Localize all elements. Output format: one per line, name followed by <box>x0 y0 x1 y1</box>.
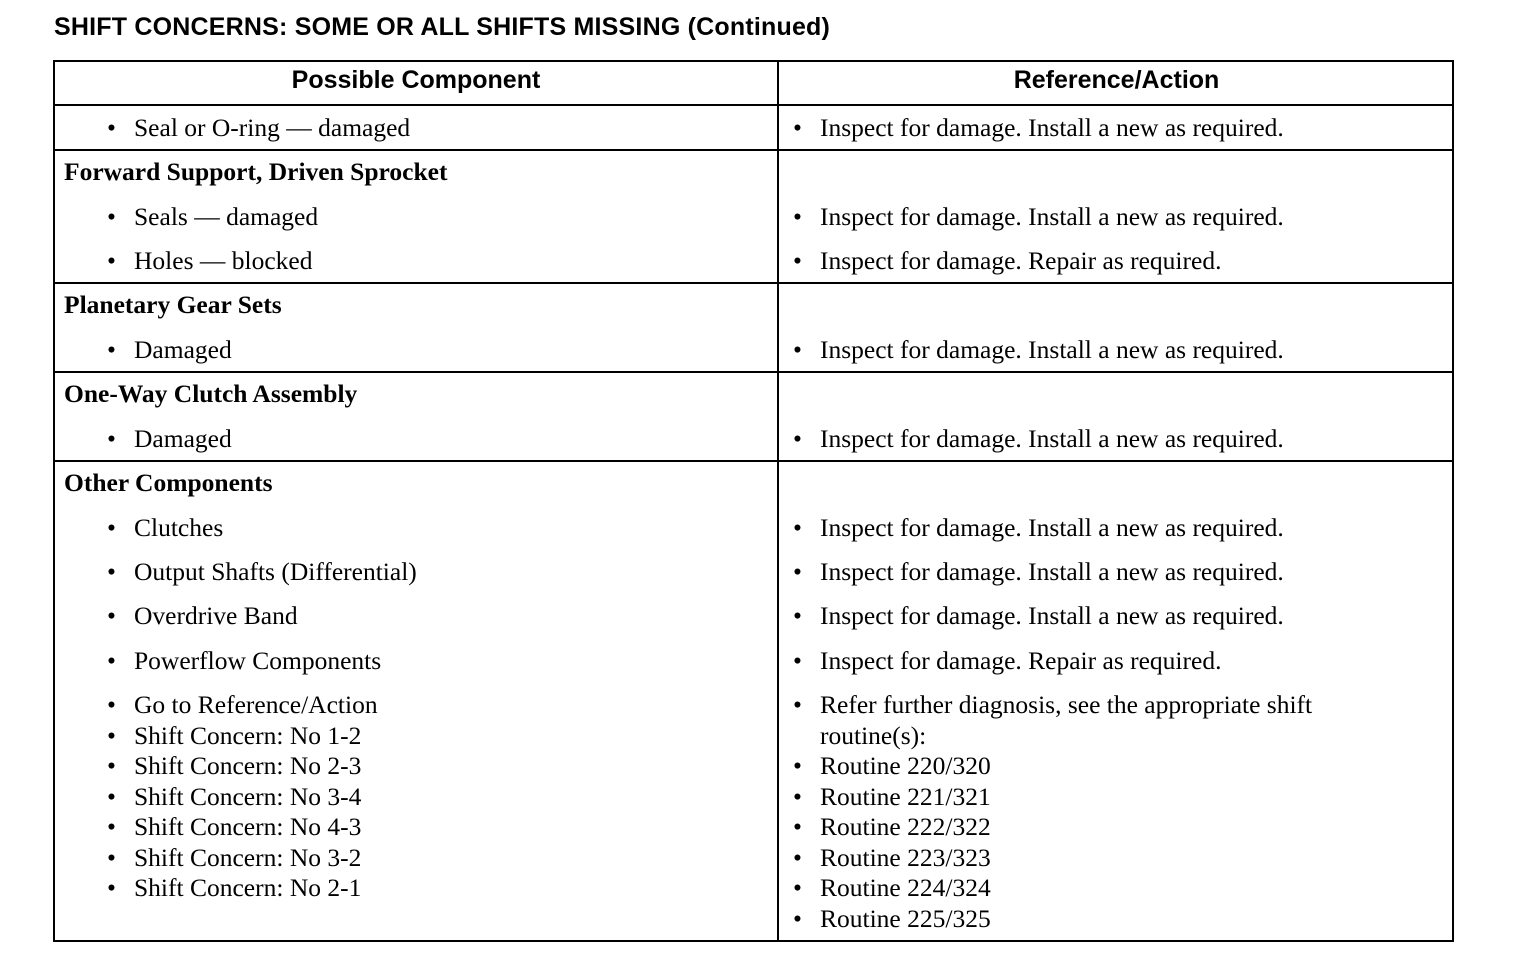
component-item: • Damaged <box>107 424 232 453</box>
component-item: • Damaged <box>107 335 232 364</box>
routine-item: • Routine 222/322 <box>793 812 991 841</box>
routine-item: • Routine 223/323 <box>793 843 991 872</box>
component-list-item: • Shift Concern: No 2-1 <box>107 873 362 902</box>
action-item: • Refer further diagnosis, see the appropriate shift <box>793 690 1313 719</box>
component-item: • Output Shafts (Differential) <box>107 557 417 586</box>
component-list-item: • Shift Concern: No 4-3 <box>107 812 362 841</box>
action-item: • Inspect for damage. Repair as required. <box>793 246 1222 275</box>
column-divider <box>777 62 779 940</box>
action-item: • Inspect for damage. Repair as required. <box>793 646 1222 675</box>
row-divider <box>55 371 1452 373</box>
action-item: • Inspect for damage. Install a new as required. <box>793 601 1284 630</box>
group-heading: Planetary Gear Sets <box>64 290 282 319</box>
component-item: • Clutches <box>107 513 224 542</box>
component-list-item: • Shift Concern: No 2-3 <box>107 751 362 780</box>
component-list-item: • Go to Reference/Action <box>107 690 378 719</box>
component-item: • Seals — damaged <box>107 202 319 231</box>
action-item-continued: routine(s): <box>820 721 927 750</box>
action-item: • Inspect for damage. Install a new as required. <box>793 335 1284 364</box>
component-item: • Overdrive Band <box>107 601 298 630</box>
action-item: • Inspect for damage. Install a new as required. <box>793 113 1284 142</box>
header-reference-action: Reference/Action <box>1013 66 1220 94</box>
component-list-item: • Shift Concern: No 1-2 <box>107 721 362 750</box>
group-heading: Other Components <box>64 468 273 497</box>
routine-item: • Routine 225/325 <box>793 904 991 933</box>
group-heading: One-Way Clutch Assembly <box>64 379 358 408</box>
routine-item: • Routine 220/320 <box>793 751 991 780</box>
row-divider <box>55 282 1452 284</box>
action-item: • Inspect for damage. Install a new as required. <box>793 557 1284 586</box>
action-item: • Inspect for damage. Install a new as required. <box>793 513 1284 542</box>
row-divider <box>55 149 1452 151</box>
row-divider <box>55 460 1452 462</box>
header-divider <box>55 104 1452 106</box>
component-item: • Seal or O-ring — damaged <box>107 113 411 142</box>
routine-item: • Routine 221/321 <box>793 782 991 811</box>
component-list-item: • Shift Concern: No 3-2 <box>107 843 362 872</box>
diagnosis-table <box>53 60 1454 942</box>
document-title: SHIFT CONCERNS: SOME OR ALL SHIFTS MISSING (Continued) <box>54 13 831 41</box>
routine-item: • Routine 224/324 <box>793 873 991 902</box>
action-item: • Inspect for damage. Install a new as required. <box>793 202 1284 231</box>
header-possible-component: Possible Component <box>291 66 541 94</box>
action-item: • Inspect for damage. Install a new as required. <box>793 424 1284 453</box>
group-heading: Forward Support, Driven Sprocket <box>64 157 448 186</box>
component-list-item: • Shift Concern: No 3-4 <box>107 782 362 811</box>
component-item: • Holes — blocked <box>107 246 313 275</box>
component-item: • Powerflow Components <box>107 646 382 675</box>
